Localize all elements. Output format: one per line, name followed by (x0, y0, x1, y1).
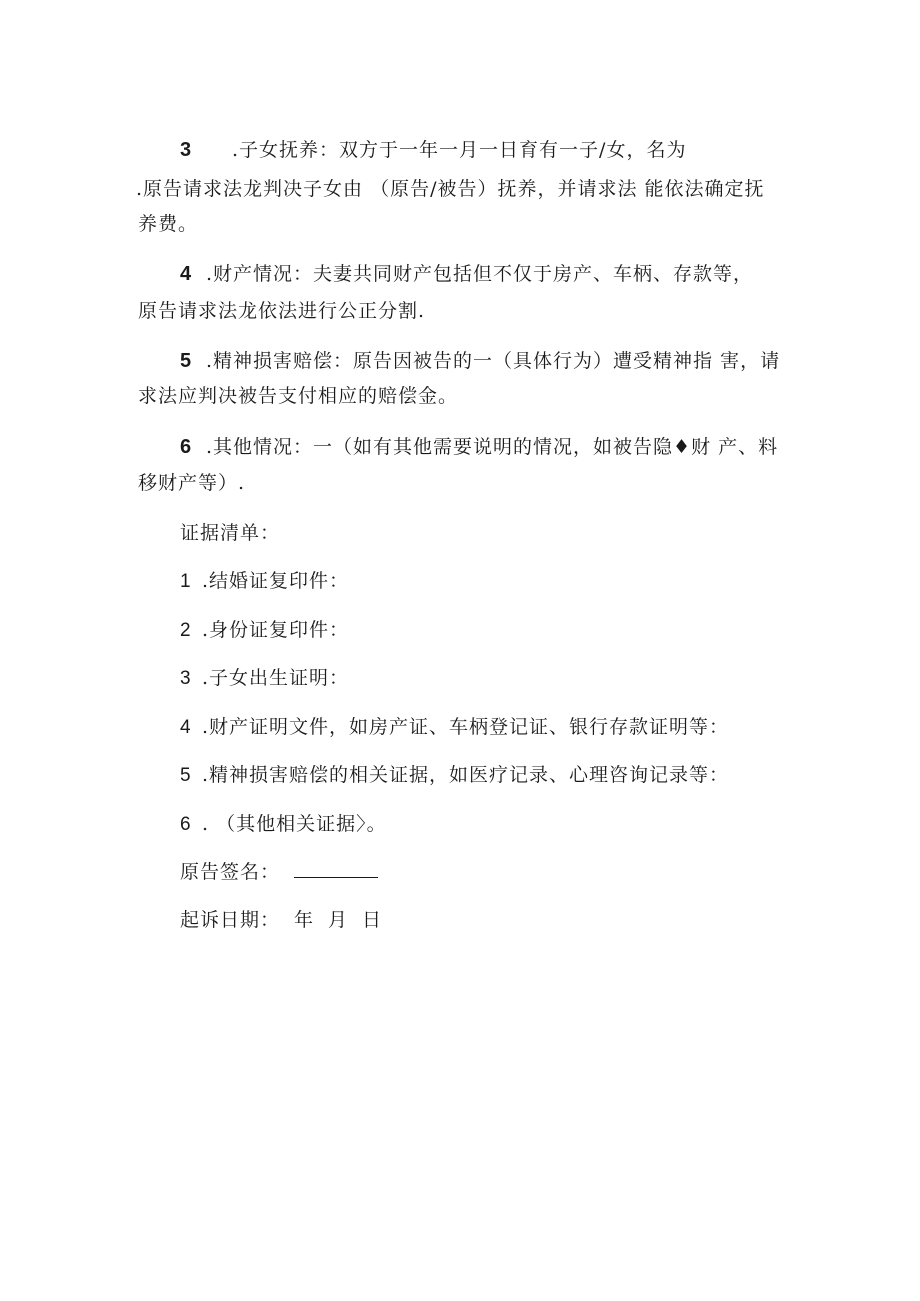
evidence-item-4-number: 4 (180, 717, 192, 738)
item-6-line-2: 移财产等）. (138, 472, 246, 494)
date-month: 月 (328, 909, 349, 931)
evidence-item-3-text: .子女出生证明： (202, 667, 350, 689)
item-3-text-1: .子女抚养：双方于一年一月一日育有一子/女，名为 (232, 139, 687, 161)
date-day: 日 (362, 909, 383, 931)
evidence-item-5 (180, 762, 729, 789)
evidence-item-6-number: 6 (180, 814, 192, 835)
evidence-item-3-number: 3 (180, 668, 192, 689)
date-label: 起诉日期： (180, 909, 281, 931)
evidence-item-5-number: 5 (180, 765, 192, 786)
plaintiff-signature (180, 859, 378, 885)
item-4-line-1 (180, 261, 753, 287)
evidence-item-6-text: . （其他相关证据〉。 (202, 813, 387, 835)
evidence-item-4 (180, 714, 729, 741)
evidence-item-2-text: .身份证复印件： (202, 619, 350, 641)
item-3-number: 3 (180, 139, 193, 161)
evidence-item-2 (180, 617, 349, 644)
item-4-text-1: .财产情况：夫妻共同财产包括但不仅于房产、车柄、存款等， (206, 263, 754, 285)
date-year: 年 (294, 909, 315, 931)
signature-blank-line (294, 859, 378, 878)
item-5-text-1: .精神损害赔偿：原告因被告的一（具体行为）遭受精神指 害，请 (206, 350, 781, 372)
item-5-number: 5 (180, 350, 193, 372)
item-6-text-1: .其他情况：一（如有其他需要说明的情况，如被告隐♦财 产、料 (206, 436, 779, 458)
item-6-number: 6 (180, 436, 193, 458)
evidence-item-1 (180, 568, 349, 595)
evidence-item-5-text: .精神损害赔偿的相关证据，如医疗记录、心理咨询记录等： (202, 764, 730, 786)
evidence-item-1-number: 1 (180, 571, 192, 592)
evidence-title: 证据清单： (180, 522, 281, 544)
item-5-line-2: 求法应判决被告支付相应的赔偿金。 (138, 385, 459, 407)
evidence-item-6 (180, 811, 387, 838)
item-4-number: 4 (180, 263, 193, 285)
signature-label: 原告签名： (180, 861, 281, 883)
evidence-item-2-number: 2 (180, 620, 192, 641)
evidence-item-1-text: .结婚证复印件： (202, 570, 350, 592)
item-4-line-2: 原告请求法龙依法进行公正分割. (138, 300, 426, 322)
evidence-item-4-text: .财产证明文件，如房产证、车柄登记证、银行存款证明等： (202, 716, 730, 738)
item-3-line-3: 养费。 (138, 213, 199, 235)
item-3-line-1 (180, 137, 686, 163)
item-6-line-1 (180, 434, 778, 460)
item-3-line-2: .原告请求法龙判决子女由 （原告/被告）抚养，并请求法 能依法确定抚 (136, 178, 765, 200)
item-5-line-1 (180, 348, 780, 374)
filing-date (180, 907, 382, 933)
evidence-item-3 (180, 665, 349, 692)
